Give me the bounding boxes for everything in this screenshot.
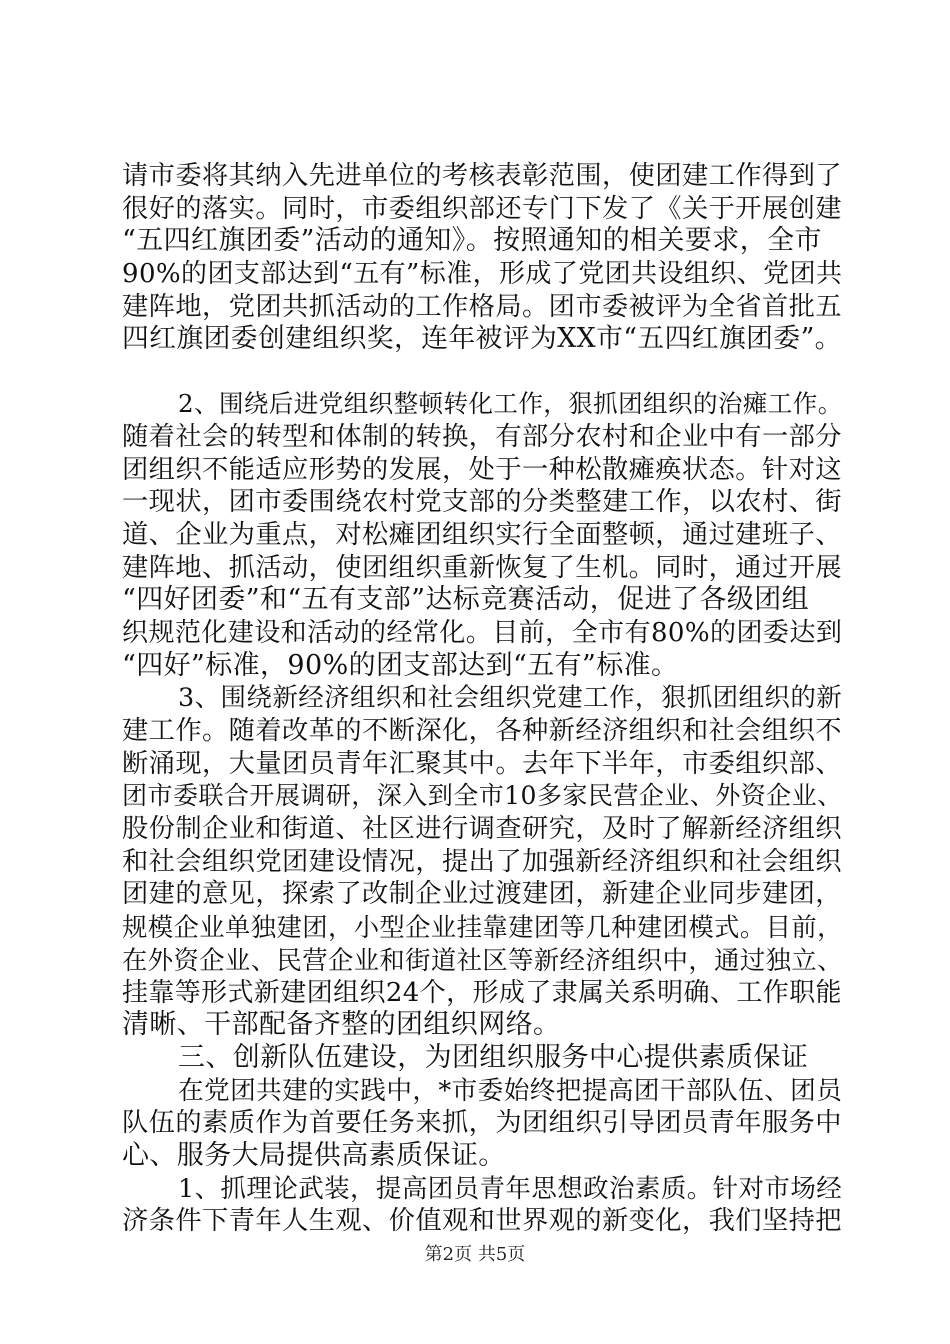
text-line: 在外资企业、民营企业和街道社区等新经济组织中，通过独立、 — [122, 944, 843, 975]
text-line: 挂靠等形式新建团组织24个，形成了隶属关系明确、工作职能 — [122, 977, 842, 1008]
text-line: 在党团共建的实践中，*市委始终把提高团干部队伍、团员 — [178, 1075, 843, 1106]
page-number-footer: 第2页 共5页 — [424, 1244, 526, 1265]
text-line: “五四红旗团委”活动的通知》。按照通知的相关要求，全市 — [122, 225, 822, 257]
text-line: 团市委联合开展调研，深入到全市10多家民营企业、外资企业、 — [122, 781, 843, 811]
text-line: 规模企业单独建团，小型企业挂靠建团等几种建团模式。目前， — [122, 912, 843, 943]
text-line: 3、围绕新经济组织和社会组织党建工作，狠抓团组织的新 — [178, 683, 843, 714]
text-line: 很好的落实。同时，市委组织部还专门下发了《关于开展创建 — [122, 193, 842, 224]
text-line: 断涌现，大量团员青年汇聚其中。去年下半年，市委组织部、 — [122, 748, 842, 779]
text-line: “四好”标准，90%的团支部达到“五有”标准。 — [122, 649, 679, 681]
section-heading — [122, 1042, 842, 1075]
text-line: 请市委将其纳入先进单位的考核表彰范围，使团建工作得到了 — [122, 161, 842, 191]
text-line: 90%的团支部达到“五有”标准，形成了党团共设组织、党团共 — [122, 259, 843, 290]
text-line: 随着社会的转型和体制的转换，有部分农村和企业中有一部分 — [122, 421, 842, 452]
text-line: 团建的意见，探索了改制企业过渡建团，新建企业同步建团， — [122, 879, 842, 910]
paragraph-item-3 — [122, 682, 842, 1042]
text-line: 四红旗团委创建组织奖，连年被评为XX市“五四红旗团委”。 — [122, 323, 842, 355]
paragraph-item-1 — [122, 1173, 842, 1238]
text-line: 2、围绕后进党组织整顿转化工作，狠抓团组织的治瘫工作。 — [178, 389, 843, 419]
text-line: 股份制企业和街道、社区进行调查研究，及时了解新经济组织 — [122, 814, 842, 845]
text-line: 和社会组织党团建设情况，提出了加强新经济组织和社会组织 — [122, 846, 842, 877]
text-line: 心、服务大局提供高素质保证。 — [122, 1139, 506, 1171]
text-line: 一现状，团市委围绕农村党支部的分类整建工作，以农村、街 — [122, 487, 842, 518]
paragraph-gap — [122, 356, 842, 388]
document-body — [122, 160, 842, 1238]
text-line: 建阵地，党团共抓活动的工作格局。团市委被评为全省首批五 — [122, 291, 842, 322]
text-line: 1、抓理论武装，提高团员青年思想政治素质。针对市场经 — [178, 1173, 843, 1204]
paragraph-intro — [122, 1075, 842, 1173]
section-heading-line: 三、创新队伍建设，为团组织服务中心提供素质保证 — [178, 1041, 809, 1073]
text-line: 建阵地、抓活动，使团组织重新恢复了生机。同时，通过开展 — [122, 552, 842, 583]
paragraph-continuation — [122, 160, 842, 356]
text-line: “四好团委”和“五有支部”达标竞赛活动，促进了各级团组 — [122, 584, 810, 616]
text-line: 建工作。随着改革的不断深化，各种新经济组织和社会组织不 — [122, 716, 842, 746]
text-line: 清晰、干部配备齐整的团组织网络。 — [122, 1009, 561, 1041]
text-line: 队伍的素质作为首要任务来抓，为团组织引导团员青年服务中 — [122, 1108, 842, 1139]
text-line: 团组织不能适应形势的发展，处于一种松散瘫痪状态。针对这 — [122, 454, 842, 485]
text-line: 道、企业为重点，对松瘫团组织实行全面整顿，通过建班子、 — [122, 519, 842, 550]
text-line: 济条件下青年人生观、价值观和世界观的新变化，我们坚持把 — [122, 1206, 842, 1237]
paragraph-item-2 — [122, 388, 842, 682]
text-line: 织规范化建设和活动的经常化。目前，全市有80%的团委达到 — [122, 617, 843, 648]
